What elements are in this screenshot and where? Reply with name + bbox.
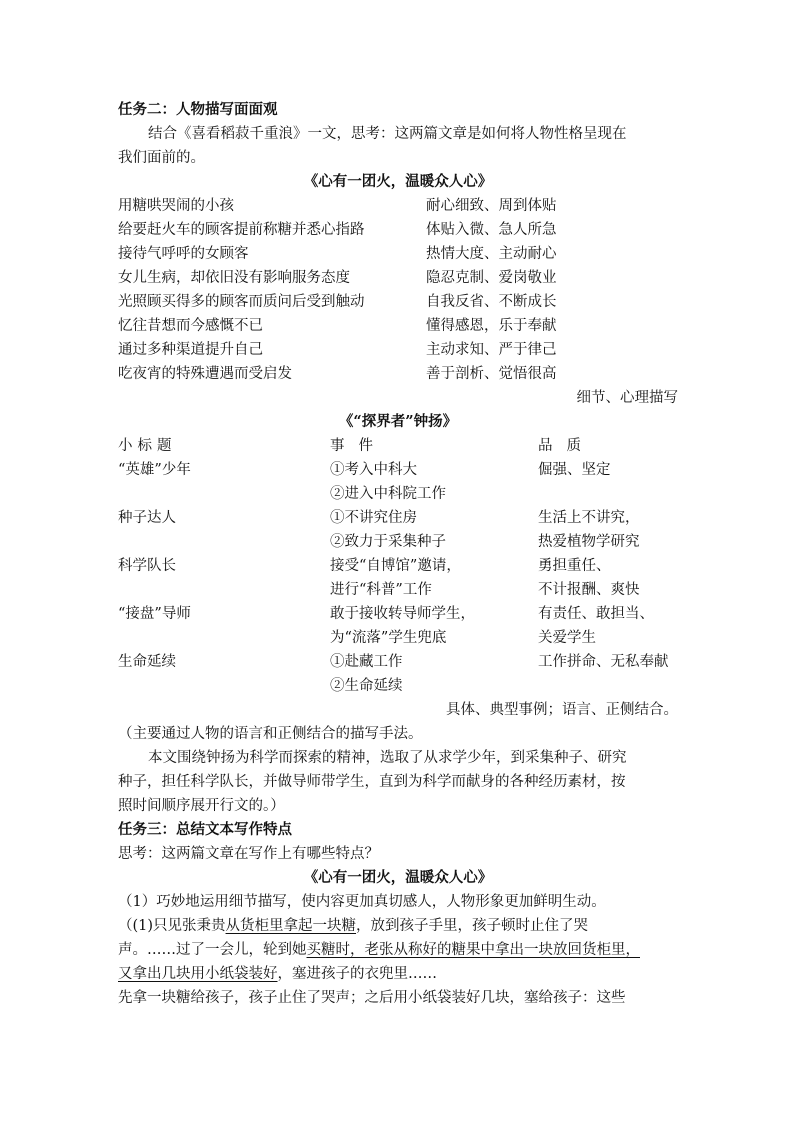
article2-quality: 工作拼命、无私奉献 — [538, 654, 669, 670]
article2-note2-line2: 种子，担任科学队长，并做导师带学生，直到为科学而献身的各种经历素材，按 — [118, 774, 626, 790]
task3-title: 《心有一团火，温暖众人心》 — [303, 869, 493, 886]
task3-point1: （1）巧妙地运用细节描写，使内容更加真切感人，人物形象更加鲜明生动。 — [118, 894, 606, 910]
article2-subtitle: 种子达人 — [118, 510, 176, 526]
article2-quality: 不计报酬、爽快 — [538, 582, 640, 598]
task3-quote-line3 — [118, 964, 678, 984]
article2-quality: 关爱学生 — [538, 630, 596, 646]
quote-text: ，放到孩子手里，孩子顿时止住了哭 — [356, 918, 589, 934]
article2-note1: （主要通过人物的语言和正侧结合的描写手法。 — [118, 726, 423, 742]
task3-heading: 任务三：总结文本写作特点 — [118, 821, 292, 838]
task3-analysis: 先拿一块糖给孩子，孩子止住了哭声；之后用小纸袋装好几块，塞给孩子：这些 — [118, 990, 626, 1006]
article2-quality: 勇担重任、 — [538, 558, 611, 574]
quote-text: ，塞进孩子的衣兜里…… — [277, 966, 437, 982]
task2-intro-line2: 我们面前的。 — [118, 150, 205, 166]
article2-method: 具体、典型事例；语言、正侧结合。 — [446, 702, 678, 718]
article1-event: 用糖哄哭闹的小孩 — [118, 198, 234, 214]
article2-quality: 有责任、敢担当、 — [538, 606, 654, 622]
article1-event: 接待气呼呼的女顾客 — [118, 246, 249, 262]
article2-note2-line3: 照时间顺序展开行文的。） — [118, 798, 285, 814]
article1-quality: 主动求知、严于律己 — [426, 342, 557, 358]
article1-quality: 懂得感恩，乐于奉献 — [426, 318, 557, 334]
article2-subtitle: 科学队长 — [118, 558, 176, 574]
article2-event: ②致力于采集种子 — [330, 534, 446, 550]
task3-question: 思考：这两篇文章在写作上有哪些特点？ — [118, 846, 379, 862]
task3-quote-line2 — [118, 940, 678, 960]
article1-quality: 善于剖析、觉悟很高 — [426, 366, 557, 382]
quote-underlined-text: 买糖时，老张从称好的糖果中拿出一块放回货柜里， — [306, 942, 640, 958]
article2-quality: 生活上不讲究， — [538, 510, 640, 526]
article2-event: ①不讲究住房 — [330, 510, 417, 526]
article2-subtitle: 生命延续 — [118, 654, 176, 670]
article2-event: 接受“自博馆”邀请， — [330, 558, 461, 574]
article2-event: 为“流落”学生兜底 — [330, 630, 447, 646]
article1-title: 《心有一团火，温暖众人心》 — [303, 173, 493, 190]
article1-quality: 热情大度、主动耐心 — [426, 246, 557, 262]
article2-header-event: 事件 — [330, 438, 387, 454]
article2-event: 进行“科普”工作 — [330, 582, 432, 598]
article2-event: 敢于接收转导师学生， — [330, 606, 475, 622]
task2-heading: 任务二：人物描写面面观 — [118, 101, 278, 118]
article1-quality: 耐心细致、周到体贴 — [426, 198, 557, 214]
article1-event: 通过多种渠道提升自己 — [118, 342, 263, 358]
article2-subtitle: “接盘”导师 — [118, 606, 191, 622]
article2-subtitle: “英雄”少年 — [118, 462, 191, 478]
article2-note2-line1: 本文围绕钟扬为科学而探索的精神，选取了从求学少年，到采集种子、研究 — [148, 750, 627, 766]
article1-method: 细节、心理描写 — [576, 390, 678, 406]
article1-event: 女儿生病，却依旧没有影响服务态度 — [118, 270, 350, 286]
article2-quality: 热爱植物学研究 — [538, 534, 640, 550]
article2-event: ①考入中科大 — [330, 462, 417, 478]
article2-header-subtitle: 小标题 — [118, 438, 177, 454]
article1-event: 吃夜宵的特殊遭遇而受启发 — [118, 366, 292, 382]
article2-title: 《“探界者”钟扬》 — [338, 413, 458, 430]
task3-quote-line1 — [118, 916, 678, 936]
article2-event: ②进入中科院工作 — [330, 486, 446, 502]
article1-event: 忆往昔想而今感慨不已 — [118, 318, 263, 334]
article1-event: 光照顾买得多的顾客而质问后受到触动 — [118, 294, 365, 310]
article2-event: ①赴藏工作 — [330, 654, 403, 670]
article2-quality: 倔强、坚定 — [538, 462, 611, 478]
task2-intro-line1: 结合《喜看稻菽千重浪》一文，思考：这两篇文章是如何将人物性格呈现在 — [148, 126, 627, 142]
quote-text: 声。……过了一会儿，轮到她 — [118, 942, 307, 958]
article2-header-quality: 品质 — [538, 438, 595, 454]
quote-text: （(1)只见张秉贵 — [118, 918, 226, 934]
quote-underlined-text: 又拿出几块用小纸袋装好 — [118, 966, 278, 982]
quote-underlined-text: 从货柜里拿起一块糖 — [225, 918, 357, 934]
article1-quality: 自我反省、不断成长 — [426, 294, 557, 310]
article1-quality: 隐忍克制、爱岗敬业 — [426, 270, 557, 286]
article1-event: 给要赶火车的顾客提前称糖并悉心指路 — [118, 222, 365, 238]
article1-quality: 体贴入微、急人所急 — [426, 222, 557, 238]
article2-event: ②生命延续 — [330, 678, 403, 694]
